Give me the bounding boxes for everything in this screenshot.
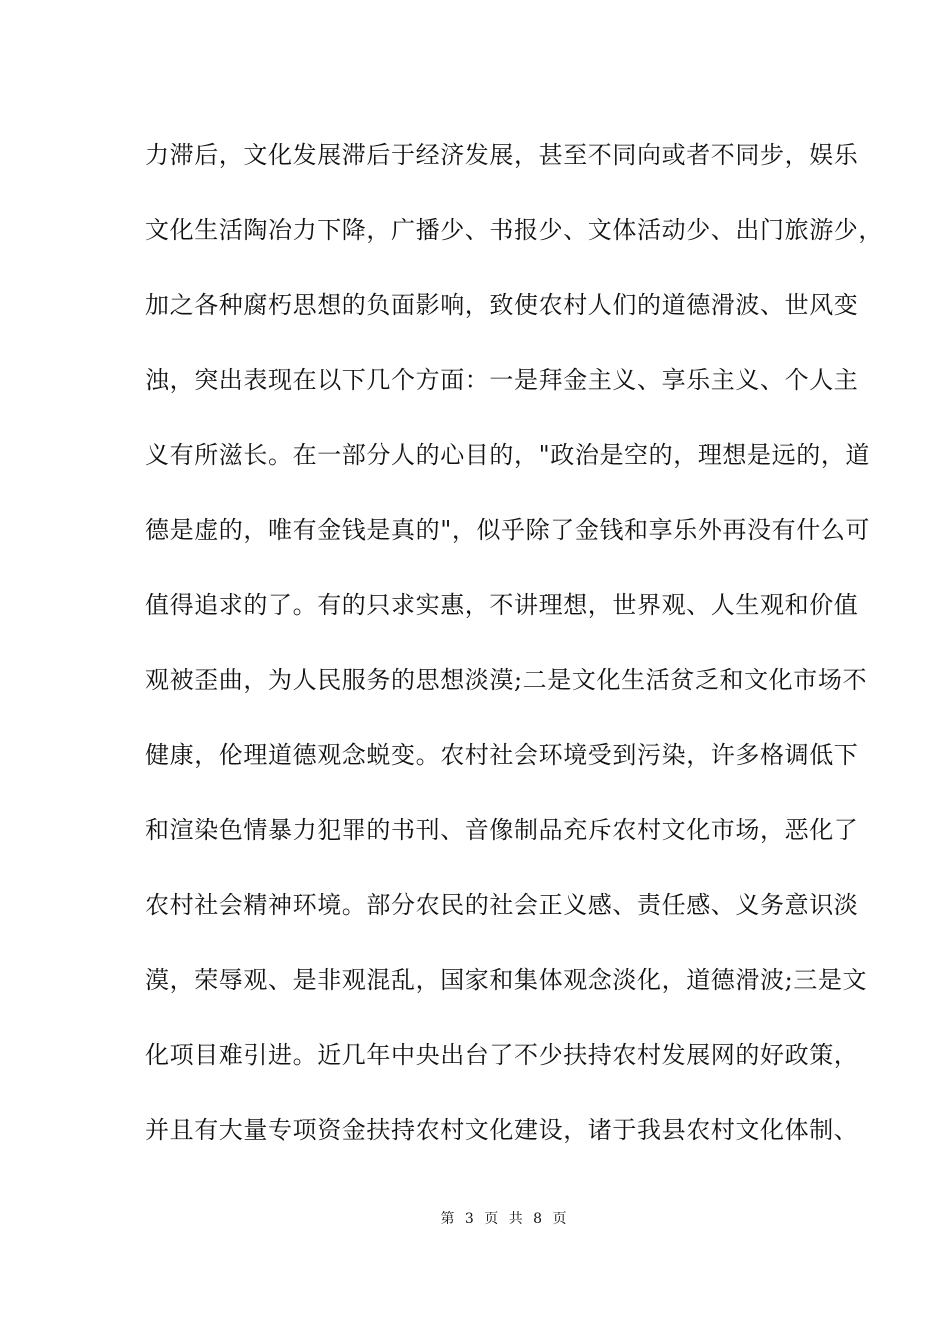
body-text — [145, 132, 883, 1182]
text-line: 并且有大量专项资金扶持农村文化建设，诸于我县农村文化体制、 — [145, 1116, 859, 1144]
text-line: 浊，突出表现在以下几个方面：一是拜金主义、享乐主义、个人主 — [145, 366, 859, 394]
text-line: 健康，伦理道德观念蜕变。农村社会环境受到污染，许多格调低下 — [145, 741, 859, 769]
page-footer — [0, 1208, 950, 1228]
text-line: 值得追求的了。有的只求实惠，不讲理想，世界观、人生观和价值 — [145, 591, 859, 619]
text-line: 加之各种腐朽思想的负面影响，致使农村人们的道德滑波、世风变 — [145, 291, 859, 319]
text-line: 和渲染色情暴力犯罪的书刊、音像制品充斥农村文化市场，恶化了 — [145, 816, 859, 844]
text-line: 化项目难引进。近几年中央出台了不少扶持农村发展网的好政策， — [145, 1041, 859, 1069]
text-line: 义有所滋长。在一部分人的心目的，"政治是空的，理想是远的，道 — [145, 441, 871, 469]
text-line: 力滞后，文化发展滞后于经济发展，甚至不同向或者不同步，娱乐 — [145, 141, 859, 169]
text-line: 文化生活陶冶力下降，广播少、书报少、文体活动少、出门旅游少， — [145, 216, 883, 244]
text-line: 漠，荣辱观、是非观混乱，国家和集体观念淡化，道德滑波;三是文 — [145, 966, 868, 994]
page-number-label: 第 3 页 共 8 页 — [440, 1211, 570, 1227]
text-line: 观被歪曲，为人民服务的思想淡漠;二是文化生活贫乏和文化市场不 — [145, 666, 868, 694]
text-line: 农村社会精神环境。部分农民的社会正义感、责任感、义务意识淡 — [145, 891, 859, 919]
text-line: 德是虚的，唯有金钱是真的"，似乎除了金钱和享乐外再没有什么可 — [145, 516, 871, 544]
